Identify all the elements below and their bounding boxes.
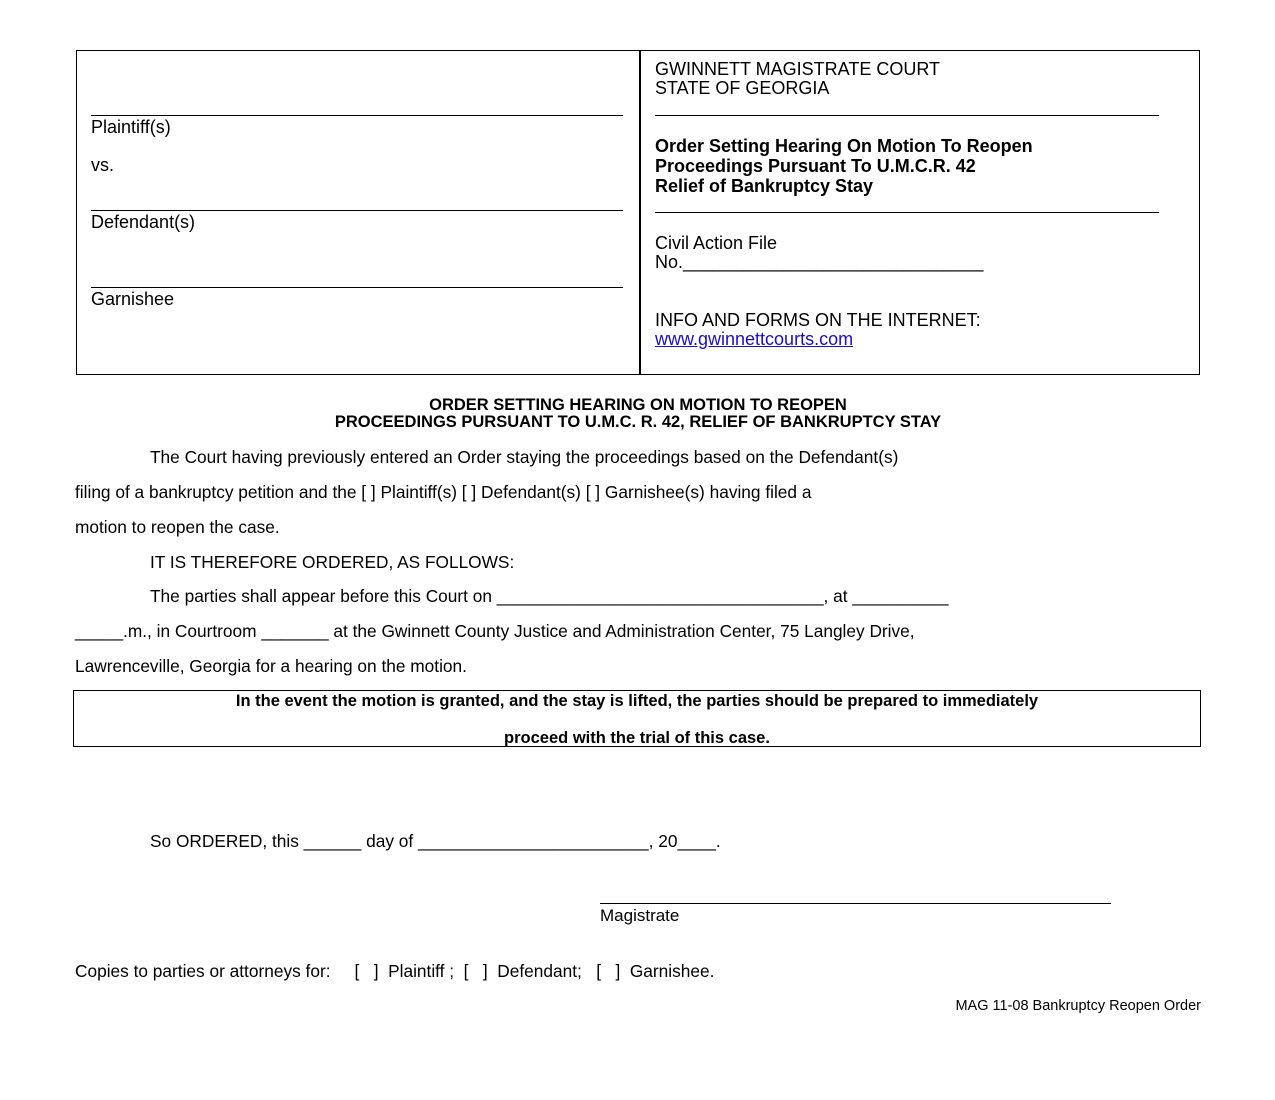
court-name: GWINNETT MAGISTRATE COURT — [655, 59, 941, 79]
order-title-line2: Proceedings Pursuant To U.M.C.R. 42 — [655, 156, 976, 176]
civil-action-number[interactable]: No.______________________________ — [655, 252, 984, 272]
notice-line2: proceed with the trial of this case. — [504, 729, 770, 747]
internet-label: INFO AND FORMS ON THE INTERNET: — [655, 310, 981, 330]
defendant-label: Defendant(s) — [91, 212, 196, 232]
copies-line: Copies to parties or attorneys for: [ ] Plaintiff ; [ ] Defendant; [ ] Garnishee. — [75, 961, 715, 981]
court-divider-bottom — [655, 212, 1159, 213]
caption-divider — [639, 50, 641, 375]
defendant-line[interactable] — [91, 210, 623, 211]
appear-line1: The parties shall appear before this Court on __________________________________, at __________ — [150, 586, 949, 606]
order-title-line3: Relief of Bankruptcy Stay — [655, 176, 874, 196]
appear-line2: _____.m., in Courtroom _______ at the Gwinnett County Justice and Administration Center, 75 Langley Drive, — [75, 621, 915, 641]
para1-line2: filing of a bankruptcy petition and the [ ] Plaintiff(s) [ ] Defendant(s) [ ] Garnishee(s) having filed a — [75, 482, 812, 502]
vs-label: vs. — [91, 155, 115, 175]
so-ordered-line: So ORDERED, this ______ day of ________________________, 20____. — [150, 831, 721, 851]
court-divider-top — [655, 115, 1159, 116]
civil-action-label: Civil Action File — [655, 233, 778, 253]
notice-line1: In the event the motion is granted, and the stay is lifted, the parties should be prepared to immediately — [235, 692, 1039, 710]
heading-line2: PROCEEDINGS PURSUANT TO U.M.C. R. 42, RELIEF OF BANKRUPTCY STAY — [334, 413, 942, 431]
order-title-line1: Order Setting Hearing On Motion To Reopen — [655, 136, 1033, 156]
magistrate-label: Magistrate — [600, 906, 680, 925]
plaintiff-line[interactable] — [91, 115, 623, 116]
ordered-line: IT IS THEREFORE ORDERED, AS FOLLOWS: — [150, 552, 515, 572]
plaintiff-label: Plaintiff(s) — [91, 117, 171, 137]
garnishee-label: Garnishee — [91, 289, 175, 309]
appear-line3: Lawrenceville, Georgia for a hearing on the motion. — [75, 656, 467, 676]
garnishee-line[interactable] — [91, 287, 623, 288]
magistrate-signature-line[interactable] — [600, 903, 1111, 904]
para1-line3: motion to reopen the case. — [75, 517, 280, 537]
para1-line1: The Court having previously entered an Order staying the proceedings based on the Defendant(s) — [150, 447, 899, 467]
website-link[interactable]: www.gwinnettcourts.com — [655, 329, 854, 349]
court-state: STATE OF GEORGIA — [655, 78, 830, 98]
heading-line1: ORDER SETTING HEARING ON MOTION TO REOPEN — [429, 396, 847, 414]
form-id: MAG 11-08 Bankruptcy Reopen Order — [955, 998, 1201, 1014]
